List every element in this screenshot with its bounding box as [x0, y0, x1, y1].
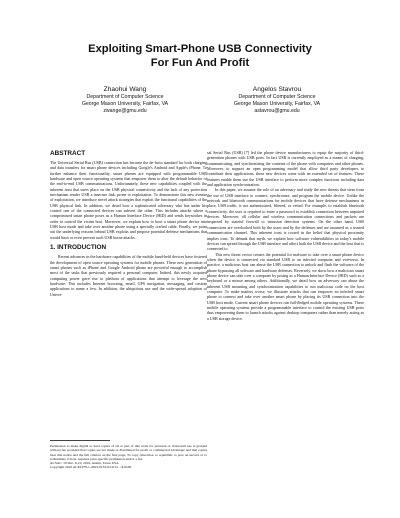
author-block-1	[40, 86, 210, 115]
author-block-2	[192, 86, 362, 115]
right-column	[207, 150, 364, 321]
author-email: zwange@gmu.edu	[103, 108, 147, 114]
footnote-rule	[50, 440, 110, 441]
left-column	[50, 150, 207, 297]
title-line-1: Exploiting Smart-Phone USB Connectivity	[88, 43, 312, 55]
author-university: George Mason University, Fairfax, VA	[233, 101, 321, 107]
body-paragraph: This new threat vector creates the potential for malware to take over a smart phone device when the device is connected via standard USB to an infected computer and viceversa. In practice, a malicious host can abuse the USB connection to unlock and flash the software of the phone bypassing all software and hardware defenses. Reversely, we show how a malicious smart phone device can take over a computer by posing as a Human Interface Device (HID) such as a keyboard or a mouse among others. Additionally, we detail how an adversary can abuse the inherent USB mounting and synchronization capabilities to run malicious code on the host computer. To make matters worse, we illustrate attacks that can empower an infected smart phone to connect and take over another smart phone by placing its USB connection into the USB host mode. Current smart phone devices run full-fledged mobile operating systems. These mobile operating systems provide a programmable interface to control the existing USB ports thus empowering them to launch attacks against desktop computers rather than merely acting as a USB storage device.	[207, 251, 364, 321]
footnote	[50, 444, 207, 470]
conference-info: ACSAC '10 Dec. 6-10, 2010, Austin, Texas USA	[50, 461, 119, 466]
author-name: Angelos Stavrou	[252, 86, 302, 93]
paper-title	[0, 42, 400, 70]
abstract-text: The Universal Serial Bus (USB) connection has become the de-facto standard for both charging and data transfers for smart phone devices including Google's Android and Apple's iPhone. To further enhance their functionality, smart phones are equipped with programmable USB hardware and open source operating systems that empower them to alter the default behavior of the end-to-end USB communications. Unfortunately, these new capabilities coupled with the inherent trust that users place on the USB physical connectivity and the lack of any protection mechanism render USB a insecure link, prone to exploitation. To demonstrate this new avenue of exploitation, we introduce novel attack strategies that exploit the functional capabilities of the USB physical link. In addition, we detail how a sophisticated adversary who has under his control one of the connected devices can subvert the other. This includes attacks where a compromised smart phone poses as a Human Interface Device (HID) and sends keystrokes in order to control the victim host. Moreover, we explain how to boot a smart phone device into USB host mode and take over another phone using a specially crafted cable. Finally, we point out the underlying reasons behind USB exploits and propose potential defense mechanisms that would limit or even prevent such USB borne attacks.	[50, 160, 207, 240]
author-university: George Mason University, Fairfax, VA	[81, 101, 169, 107]
body-paragraph: sal Serial Bus (USB) [7] led the phone device manufacturers to equip the majority of third-generation phones with USB ports. In fact USB is currently employed as a means of charging, communicating, and synchronizing the contents of the phone with computers and other phones. Moreover, to support an open programming model that allow third party developers to contribute their applications, these new devices come with an extended set of features. These features enable them use the USB interface to perform more complex functions including data and application synchronization.	[207, 150, 364, 188]
permission-notice: Permission to make digital or hard copies of all or part of this work for personal or classroom use is granted without fee provided that copies are not made or distributed for profit or commercial advantage and that copies bear this notice and the full citation on the first page. To copy otherwise, to republish, to post on servers or to redistribute to lists, requires prior specific permission and/or a fee.	[50, 444, 207, 461]
author-email: astavrou@gmu.edu	[254, 108, 300, 114]
author-department: Department of Computer Science	[86, 94, 164, 100]
abstract-heading: ABSTRACT	[50, 150, 86, 157]
body-paragraph: In this paper, we assume the role of an adversary and study the new threats that stem from the use of USB interface to connect, synchronize, and program the mobile device. Unlike the network and bluetooth communications for mobile devices that have defense mechanisms in place, USB traffic is not authenticated, filtered, or vetted. For example, to establish bluetooth connectivity, the user is required to enter a password to establish connection between unpaired devices. Moreover, all cellular and wireless communication connections and packets are inspected by stateful firewall or intrusion detection systems. On the other hand, USB connections are overlooked both by the users and by the defenses and are assumed as a trusted communication channel. This inherent trust is rooted in the belief that physical proximity implies trust. To debunk that myth, we explain how software vulnerabilities in today's mobile devices can spread through the USB interface and affect both the USB device and the host that is connected to.	[207, 187, 364, 252]
author-department: Department of Computer Science	[238, 94, 316, 100]
copyright-info: Copyright 2010 ACM 978-1-4503-0133-6/10/12 ...$10.00.	[50, 465, 132, 470]
introduction-paragraph: Recent advances in the hardware capabilities of the mobile hand-held devices have fostered the development of open source operating systems for mobile phones. These new generation of smart phones such as iPhone and Google Android phone are powerful enough to accomplish most of the tasks that previously required a personal computer. Indeed, this newly acquired computing power gave rise to plethora of applications that attempt to leverage the new hardware. This includes Internet browsing, email, GPS navigation, messaging, and custom applications to name a few. In addition, the ubiquitous use and the wide-spread adoption of Univer-	[50, 254, 207, 297]
title-line-2: For Fun And Profit	[150, 57, 250, 69]
introduction-heading: 1. INTRODUCTION	[50, 244, 107, 252]
author-name: Zhaohui Wang	[103, 86, 147, 93]
